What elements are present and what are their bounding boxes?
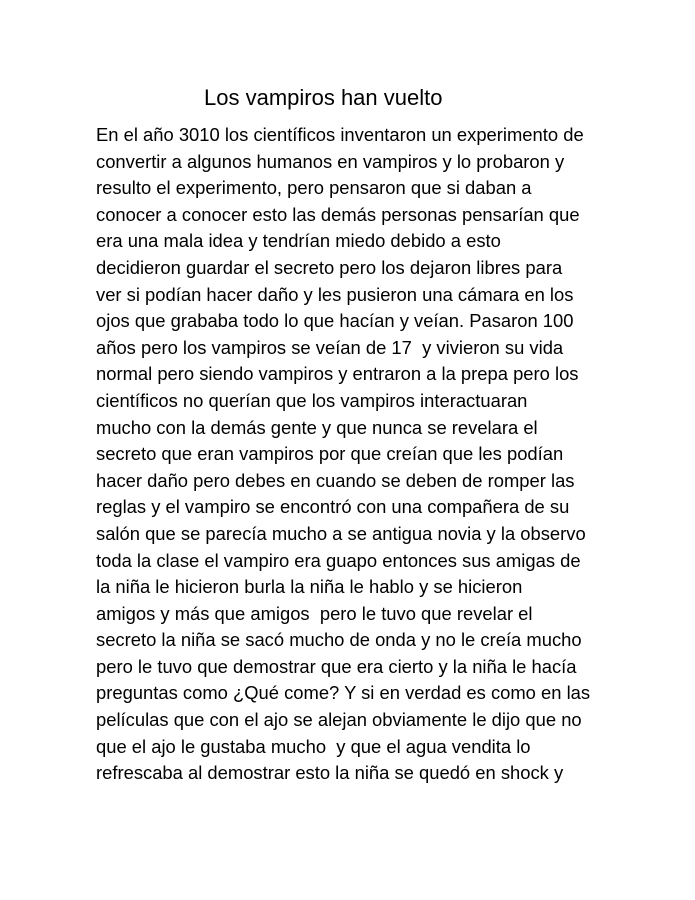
text-line: toda la clase el vampiro era guapo entonces sus amigas de [96, 549, 581, 571]
text-line: secreto que eran vampiros por que creían que les podían [96, 443, 564, 465]
text-line: En el año 3010 los científicos inventaron un experimento de [96, 124, 584, 145]
text-line: pero le tuvo que demostrar que era cierto y la niña le hacía [96, 655, 577, 677]
text-line: películas que con el ajo se alejan obviamente le dijo que no [96, 709, 582, 731]
text-line: ojos que grababa todo lo que hacían y veían. Pasaron 100 [96, 310, 574, 332]
text-line: normal pero siendo vampiros y entraron a la prepa pero los [96, 363, 579, 385]
text-line: salón que se parecía mucho a se antigua novia y la observo [96, 522, 586, 544]
text-line: era una mala idea y tendrían miedo debido a esto [96, 230, 501, 252]
text-line: secreto la niña se sacó mucho de onda y no le creía mucho [96, 629, 582, 651]
text-line: años pero los vampiros se veían de 17 y vivieron su vida [96, 336, 564, 358]
text-line: convertir a algunos humanos en vampiros y lo probaron y [96, 150, 565, 172]
text-line: ver si podían hacer daño y les pusieron una cámara en los [96, 283, 574, 305]
text-line: conocer a conocer esto las demás personas pensarían que [96, 203, 580, 225]
text-line: mucho con la demás gente y que nunca se revelara el [96, 416, 538, 438]
text-line: amigos y más que amigos pero le tuvo que revelar el [96, 602, 533, 624]
text-line: preguntas como ¿Qué come? Y si en verdad es como en las [96, 682, 591, 704]
text-line: científicos no querían que los vampiros interactuaran [96, 389, 528, 411]
text-line: decidieron guardar el secreto pero los dejaron libres para [96, 256, 563, 278]
text-line: la niña le hicieron burla la niña le hablo y se hicieron [96, 576, 523, 598]
document-body [96, 122, 616, 787]
text-line: refrescaba al demostrar esto la niña se quedó en shock y [96, 762, 564, 784]
text-line: hacer daño pero debes en cuando se deben de romper las [96, 469, 575, 491]
text-line: resulto el experimento, pero pensaron que si daban a [96, 177, 532, 199]
document-title: Los vampiros han vuelto [204, 85, 443, 110]
text-line: reglas y el vampiro se encontró con una compañera de su [96, 496, 570, 518]
text-line: que el ajo le gustaba mucho y que el agua vendita lo [96, 735, 531, 757]
